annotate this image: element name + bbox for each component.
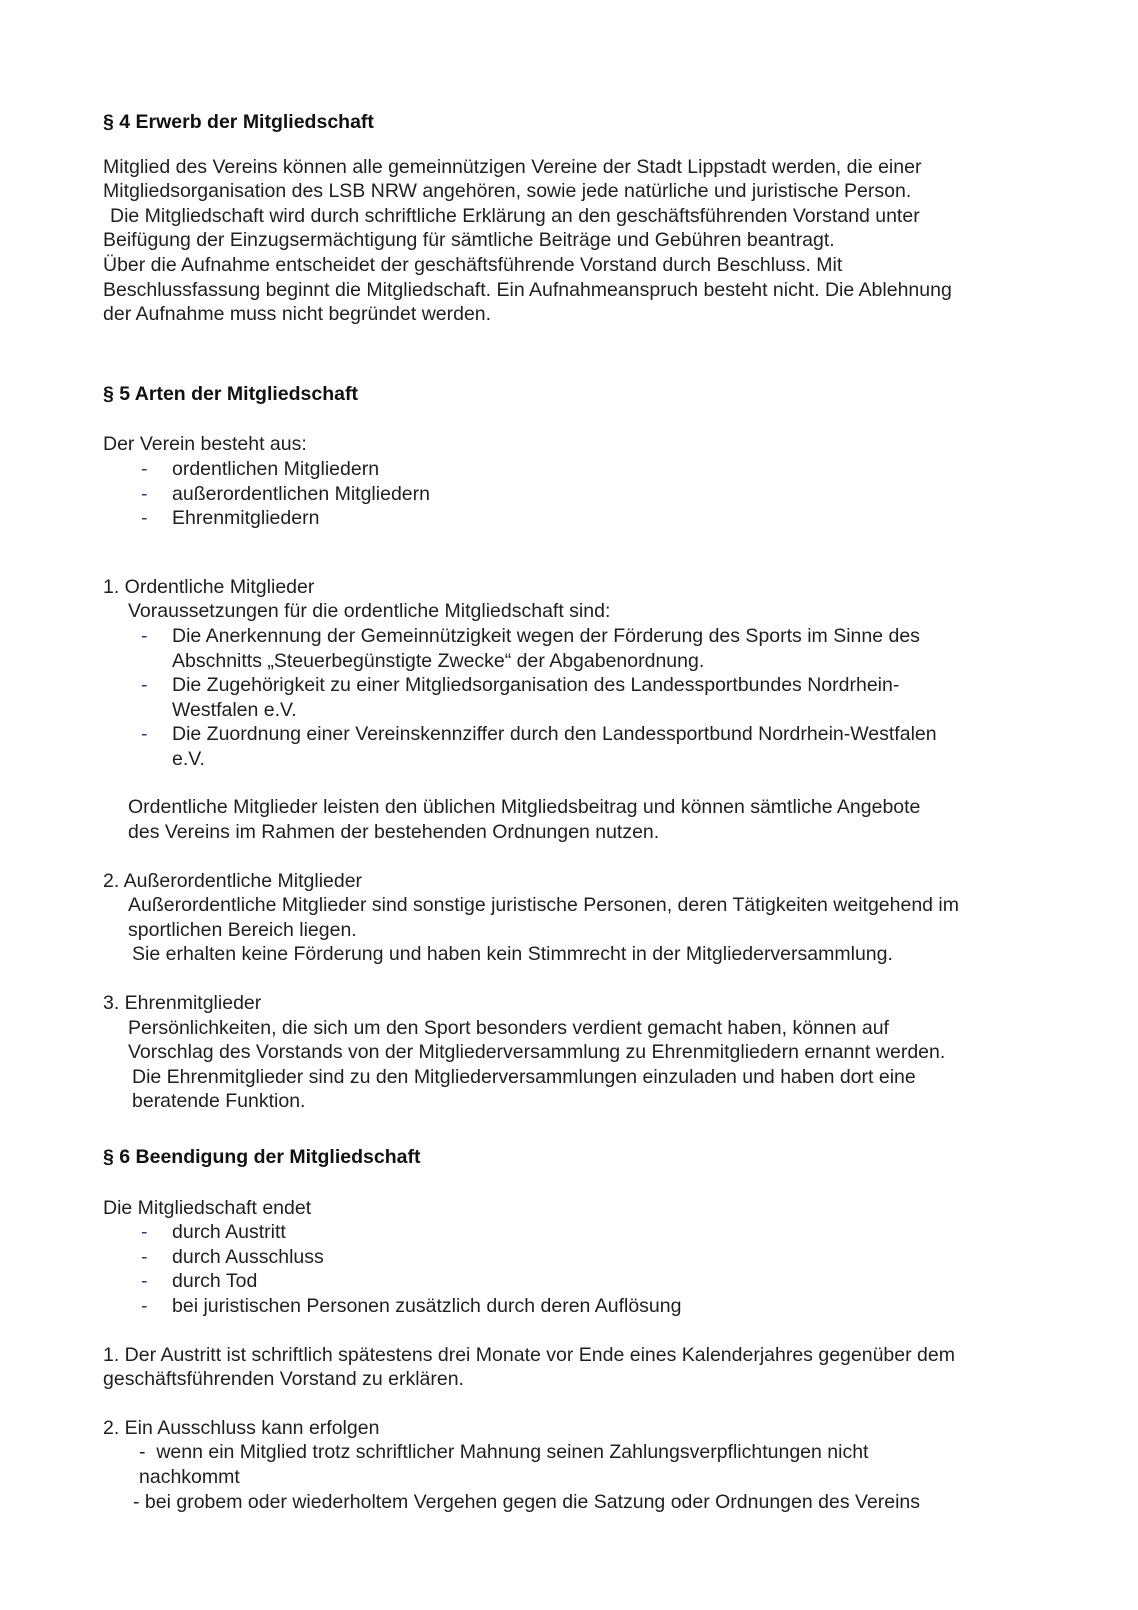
text-line: Der Verein besteht aus: [103, 433, 307, 456]
bullet-item [103, 482, 1103, 507]
text-line: Beifügung der Einzugsermächtigung für sämtliche Beiträge und Gebühren beantragt. [103, 229, 835, 252]
text-line: 2. Ein Ausschluss kann erfolgen [103, 1416, 380, 1439]
bullet-item [103, 722, 1103, 747]
bullet-item [103, 1294, 1103, 1319]
spacer [103, 845, 1103, 869]
bullet-text: ordentlichen Mitgliedern [172, 457, 380, 480]
text-line: des Vereins im Rahmen der bestehenden Ordnungen nutzen. [128, 821, 660, 844]
text-line: e.V. [172, 747, 205, 770]
section-heading: § 5 Arten der Mitgliedschaft [103, 382, 358, 405]
text-line: Abschnitts „Steuerbegünstigte Zwecke“ der Abgabenordnung. [172, 649, 705, 672]
document-content [103, 110, 1103, 1514]
text-line: Westfalen e.V. [172, 698, 297, 721]
text-line: Vorschlag des Vorstands von der Mitgliederversammlung zu Ehrenmitgliedern ernannt werden. [128, 1041, 946, 1064]
bullet-dash-icon: - [141, 1294, 148, 1317]
text-line: Sie erhalten keine Förderung und haben kein Stimmrecht in der Mitgliederversammlung. [132, 943, 893, 966]
bullet-text: durch Ausschluss [172, 1245, 324, 1268]
bullet-item [103, 1269, 1103, 1294]
bullet-dash-icon: - [141, 482, 148, 505]
spacer [103, 1114, 1103, 1145]
text-line: Mitgliedsorganisation des LSB NRW angehören, sowie jede natürliche und juristische Person. [103, 180, 912, 203]
text-line: Ordentliche Mitglieder leisten den üblichen Mitgliedsbeitrag und können sämtliche Angebote [128, 796, 921, 819]
text-line: Die Ehrenmitglieder sind zu den Mitgliederversammlungen einzuladen und haben dort eine [132, 1065, 916, 1088]
bullet-dash-icon: - [141, 507, 148, 530]
text-line: Mitglied des Vereins können alle gemeinnützigen Vereine der Stadt Lippstadt werden, die einer [103, 155, 922, 178]
bullet-dash-icon: - [141, 723, 148, 746]
bullet-dash-icon: - [141, 1270, 148, 1293]
text-line: 1. Ordentliche Mitglieder [103, 575, 315, 598]
spacer [103, 771, 1103, 795]
section-heading: § 6 Beendigung der Mitgliedschaft [103, 1146, 421, 1168]
text-line: - wenn ein Mitglied trotz schriftlicher Mahnung seinen Zahlungsverpflichtungen nicht [139, 1441, 869, 1464]
spacer [103, 1170, 1103, 1196]
spacer [103, 406, 1103, 432]
text-line: Beschlussfassung beginnt die Mitgliedschaft. Ein Aufnahmeanspruch besteht nicht. Die Ablehnung [103, 278, 952, 301]
text-line: Die Mitgliedschaft wird durch schriftliche Erklärung an den geschäftsführenden Vorstand unter [110, 204, 920, 227]
bullet-item [103, 506, 1103, 531]
bullet-dash-icon: - [141, 1245, 148, 1268]
bullet-text: Die Zuordnung einer Vereinskennziffer durch den Landessportbund Nordrhein-Westfalen [172, 723, 937, 746]
section-heading: § 4 Erwerb der Mitgliedschaft [103, 111, 374, 133]
spacer [103, 967, 1103, 991]
bullet-text: Ehrenmitgliedern [172, 507, 320, 530]
text-line: 2. Außerordentliche Mitglieder [103, 869, 363, 892]
bullet-item [103, 673, 1103, 698]
bullet-dash-icon: - [141, 624, 148, 647]
bullet-text: durch Austritt [172, 1221, 286, 1244]
text-line: Persönlichkeiten, die sich um den Sport besonders verdient gemacht haben, können auf [128, 1016, 889, 1039]
text-line: - bei grobem oder wiederholtem Vergehen gegen die Satzung oder Ordnungen des Vereins [133, 1490, 921, 1513]
bullet-text: Die Zugehörigkeit zu einer Mitgliedsorganisation des Landessportbundes Nordrhein- [172, 674, 900, 697]
text-line: nachkommt [139, 1465, 240, 1488]
bullet-item [103, 1245, 1103, 1270]
spacer [103, 135, 1103, 155]
bullet-text: durch Tod [172, 1270, 258, 1293]
bullet-dash-icon: - [141, 674, 148, 697]
spacer [103, 531, 1103, 575]
text-line: geschäftsführenden Vorstand zu erklären. [103, 1368, 464, 1391]
text-line: beratende Funktion. [132, 1090, 306, 1113]
text-line: Außerordentliche Mitglieder sind sonstige juristische Personen, deren Tätigkeiten weitgehend im [128, 894, 960, 917]
spacer [103, 327, 1103, 382]
bullet-text: bei juristischen Personen zusätzlich durch deren Auflösung [172, 1294, 682, 1317]
text-line: 1. Der Austritt ist schriftlich spätestens drei Monate vor Ende eines Kalenderjahres gegenüber dem [103, 1343, 955, 1366]
bullet-item [103, 624, 1103, 649]
bullet-item [103, 1220, 1103, 1245]
text-line: Über die Aufnahme entscheidet der geschäftsführende Vorstand durch Beschluss. Mit [103, 253, 843, 276]
spacer [103, 1319, 1103, 1343]
text-line: Voraussetzungen für die ordentliche Mitgliedschaft sind: [128, 600, 611, 623]
bullet-dash-icon: - [141, 457, 148, 480]
bullet-text: Die Anerkennung der Gemeinnützigkeit wegen der Förderung des Sports im Sinne des [172, 624, 920, 647]
text-line: der Aufnahme muss nicht begründet werden. [103, 303, 492, 326]
text-line: 3. Ehrenmitglieder [103, 992, 262, 1015]
text-line: sportlichen Bereich liegen. [128, 918, 357, 941]
bullet-dash-icon: - [141, 1221, 148, 1244]
spacer [103, 1392, 1103, 1416]
bullet-text: außerordentlichen Mitgliedern [172, 482, 430, 505]
text-line: Die Mitgliedschaft endet [103, 1196, 312, 1219]
bullet-item [103, 457, 1103, 482]
